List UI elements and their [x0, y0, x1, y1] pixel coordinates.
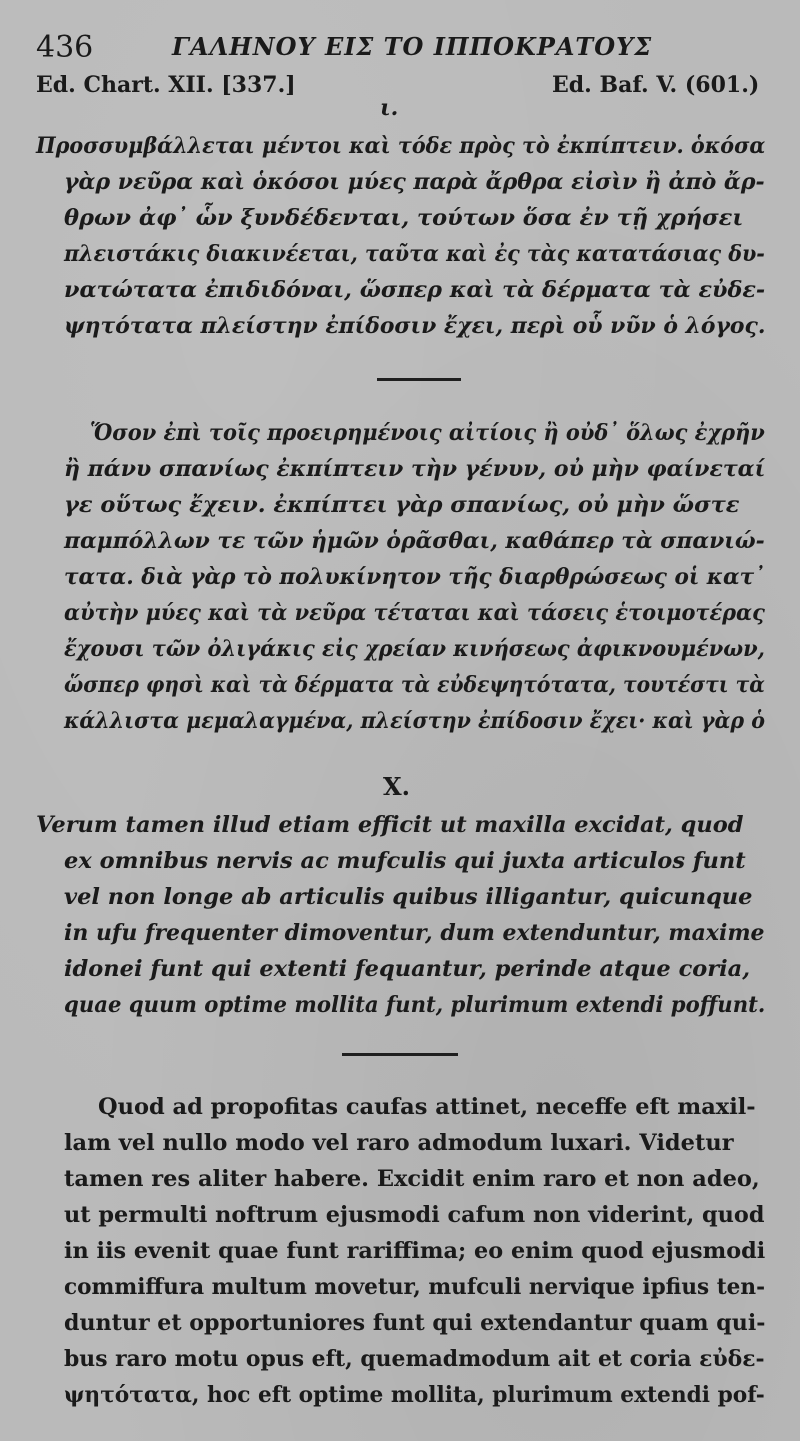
- edition-reference-left: Ed. Chart. XII. [337.]: [36, 72, 296, 98]
- text-line: θρων ἀφ᾽ ὧν ξυνδέδενται, τούτων ὅσα ἐν τῇ χρήσει: [64, 205, 744, 231]
- text-line: αὐτὴν μύες καὶ τὰ νεῦρα τέταται καὶ τάσεις ἑτοιμοτέρας: [64, 600, 765, 626]
- text-line: παμπόλλων τε τῶν ἡμῶν ὁρᾶσθαι, καθάπερ τὰ σπανιώ-: [64, 528, 765, 554]
- text-line: ὥσπερ φησὶ καὶ τὰ δέρματα τὰ εὐδεψητότατα, τουτέστι τὰ: [64, 672, 765, 698]
- text-line: ψητότατα πλείστην ἐπίδοσιν ἔχει, περὶ οὗ νῦν ὁ λόγος.: [64, 313, 766, 339]
- text-line: ἢ πάνυ σπανίως ἐκπίπτειν τὴν γένυν, οὐ μὴν φαίνεταί: [64, 456, 766, 482]
- text-line: πλειστάκις διακινέεται, ταῦτα καὶ ἐς τὰς κατατάσιας δυ-: [64, 241, 765, 267]
- text-line: γὰρ νεῦρα καὶ ὁκόσοι μύες παρὰ ἄρθρα εἰσὶν ἢ ἀπὸ ἄρ-: [64, 169, 765, 195]
- text-line: bus raro motu opus eft, quemadmodum ait et coria εὐδε-: [64, 1346, 765, 1372]
- section-number-latin: X.: [383, 772, 410, 801]
- text-line: quae quum optime mollita funt, plurimum extendi poffunt.: [64, 992, 766, 1018]
- text-line: νατώτατα ἐπιδιδόναι, ὥσπερ καὶ τὰ δέρματα τὰ εὐδε-: [64, 277, 766, 303]
- text-line: κάλλιστα μεμαλαγμένα, πλείστην ἐπίδοσιν ἔχει· καὶ γὰρ ὁ: [64, 708, 765, 734]
- text-line: lam vel nullo modo vel raro admodum luxari. Videtur: [64, 1130, 734, 1156]
- text-line: Verum tamen illud etiam efficit ut maxilla excidat, quod: [36, 812, 744, 838]
- running-title: ΓΑΛΗΝΟΥ ΕΙΣ ΤΟ ΙΠΠΟΚΡΑΤΟΥΣ: [172, 32, 653, 61]
- text-line: in iis evenit quae funt rariffima; eo enim quod ejusmodi: [64, 1238, 766, 1264]
- text-line: ex omnibus nervis ac mufculis qui juxta articulos funt: [64, 848, 746, 874]
- section-number-greek: ι.: [380, 95, 399, 121]
- text-line: γε οὕτως ἔχειν. ἐκπίπτει γὰρ σπανίως, οὐ μὴν ὥστε: [64, 492, 740, 518]
- text-line: Quod ad propofitas caufas attinet, neceffe eft maxil-: [98, 1094, 756, 1120]
- text-line: ἔχουσι τῶν ὀλιγάκις εἰς χρείαν κινήσεως ἀφικνουμένων,: [64, 636, 765, 662]
- text-line: vel non longe ab articulis quibus illigantur, quicunque: [64, 884, 753, 910]
- text-line: duntur et opportuniores funt qui extendantur quam qui-: [64, 1310, 766, 1336]
- separator-rule: [342, 1053, 458, 1056]
- text-line: commiffura multum movetur, mufculi nervique ipfius ten-: [64, 1274, 766, 1300]
- text-line: in ufu frequenter dimoventur, dum extenduntur, maxime: [64, 920, 765, 946]
- text-line: idonei funt qui extenti fequantur, perinde atque coria,: [64, 956, 751, 982]
- page-number: 436: [36, 30, 94, 65]
- separator-rule: [377, 378, 461, 381]
- text-line: Προσσυμβάλλεται μέντοι καὶ τόδε πρὸς τὸ ἐκπίπτειν. ὁκόσα: [36, 133, 766, 159]
- text-line: τατα. διὰ γὰρ τὸ πολυκίνητον τῆς διαρθρώσεως οἱ κατ᾽: [64, 564, 765, 590]
- edition-reference-right: Ed. Baf. V. (601.): [552, 72, 760, 98]
- text-line: ut permulti noftrum ejusmodi cafum non viderint, quod: [64, 1202, 765, 1228]
- text-line: tamen res aliter habere. Excidit enim raro et non adeo,: [64, 1166, 760, 1192]
- text-line: Ὅσον ἐπὶ τοῖς προειρημένοις αἰτίοις ἢ οὐδ᾽ ὅλως ἐχρῆν: [90, 420, 765, 446]
- text-line: ψητότατα, hoc eft optime mollita, plurimum extendi pof-: [64, 1382, 765, 1408]
